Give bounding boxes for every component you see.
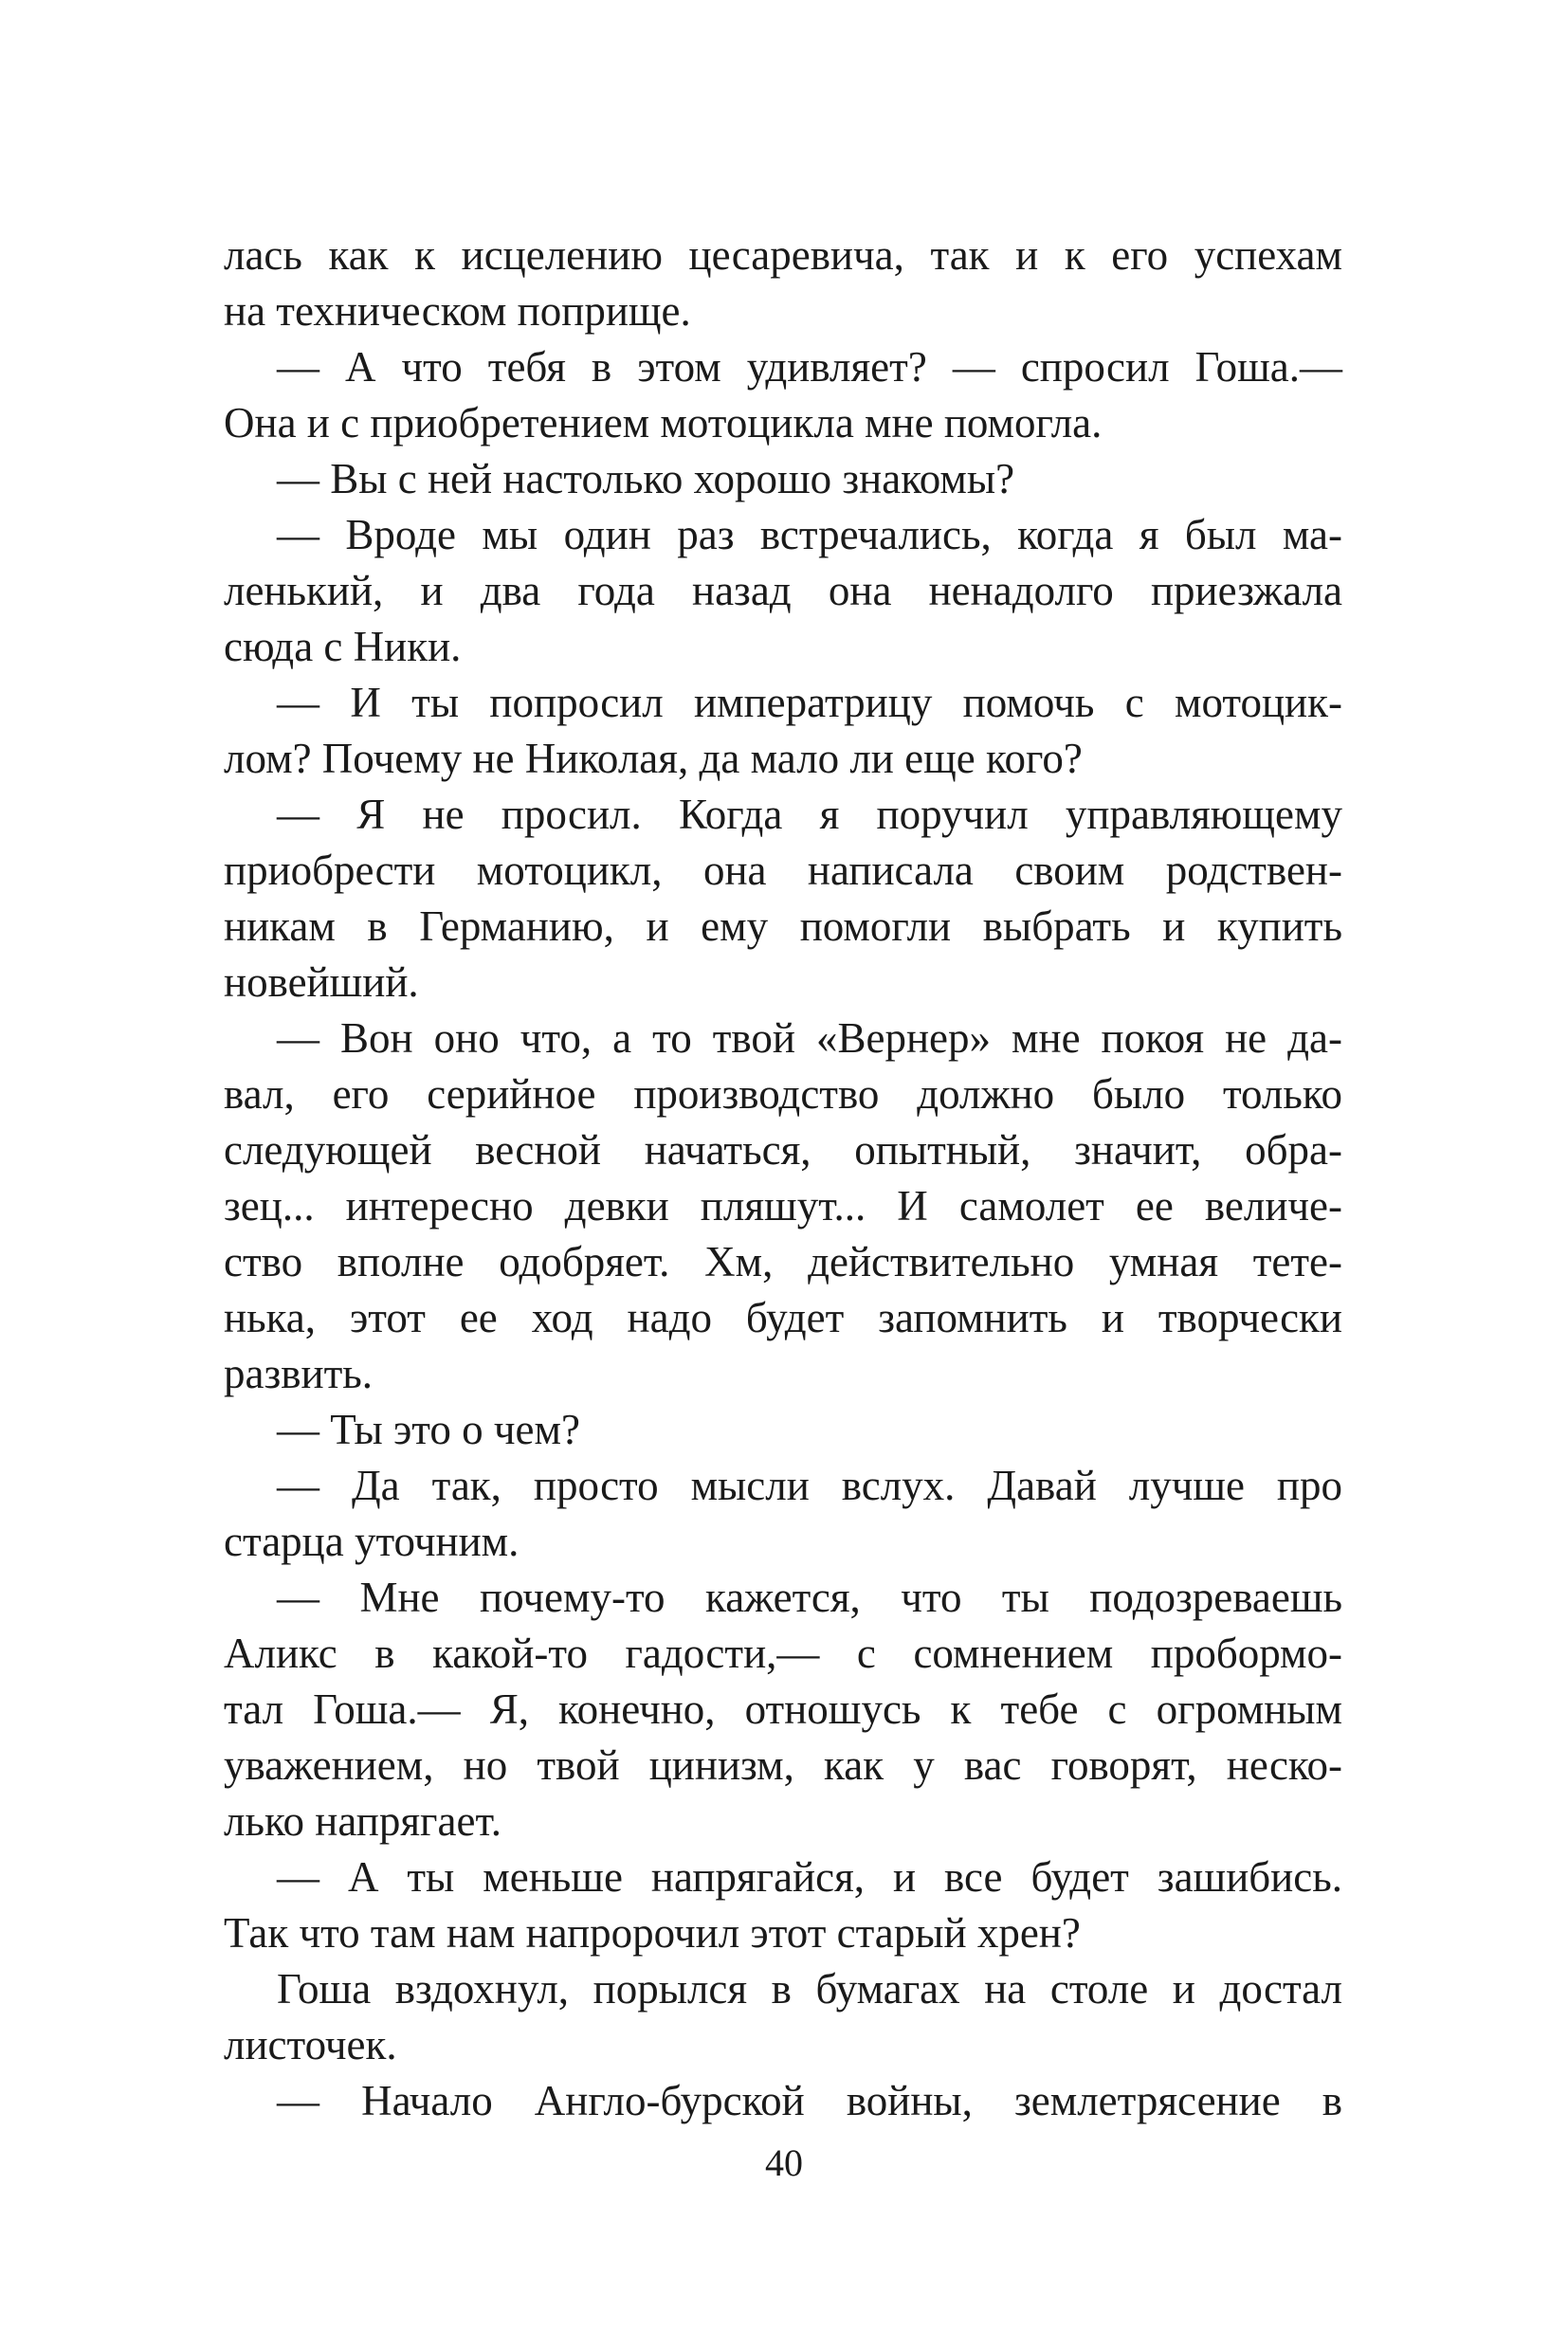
text-line: — Вы с ней настолько хорошо знакомы?: [277, 455, 1015, 502]
text-line: — Начало Англо-бурской войны, землетрясение в: [277, 2077, 1342, 2124]
text-line: — А ты меньше напрягайся, и все будет зашибись.: [277, 1853, 1342, 1901]
text-line: — А что тебя в этом удивляет? — спросил Гоша.—: [277, 343, 1342, 391]
text-line: Она и с приобретением мотоцикла мне помогла.: [224, 399, 1103, 446]
text-line: развить.: [224, 1350, 374, 1397]
text-line: зец... интересно девки пляшут... И самолет ее величе-: [224, 1182, 1342, 1230]
text-line: лько напрягает.: [224, 1797, 501, 1845]
text-line: ство вполне одобряет. Хм, действительно умная тете-: [224, 1238, 1342, 1285]
text-line: — Вроде мы один раз встречались, когда я был ма-: [277, 511, 1342, 558]
text-line: следующей весной начаться, опытный, значит, обра-: [224, 1126, 1342, 1174]
text-line: новейший.: [224, 958, 419, 1006]
text-line: лом? Почему не Николая, да мало ли еще кого?: [224, 735, 1083, 782]
text-line: вал, его серийное производство должно было только: [224, 1070, 1342, 1118]
text-line: приобрести мотоцикл, она написала своим родствен-: [224, 847, 1342, 894]
text-line: тал Гоша.— Я, конечно, отношусь к тебе с огромным: [224, 1685, 1342, 1733]
text-line: — И ты попросил императрицу помочь с мотоцик-: [277, 679, 1342, 726]
text-line: старца уточним.: [224, 1518, 520, 1565]
body-text: [224, 228, 1342, 2129]
text-line: — Вон оно что, а то твой «Вернер» мне покоя не да-: [277, 1014, 1342, 1062]
text-line: сюда с Ники.: [224, 623, 462, 670]
text-line: ленький, и два года назад она ненадолго приезжала: [224, 567, 1342, 614]
text-line: нька, этот ее ход надо будет запомнить и творчески: [224, 1294, 1342, 1341]
text-line: — Ты это о чем?: [277, 1406, 580, 1453]
text-line: Так что там нам напророчил этот старый хрен?: [224, 1909, 1081, 1957]
text-line: Аликс в какой-то гадости,— с сомнением пробормо-: [224, 1630, 1342, 1677]
text-line: на техническом поприще.: [224, 287, 691, 335]
text-line: Гоша вздохнул, порылся в бумагах на столе и достал: [277, 1965, 1342, 2013]
text-line: — Да так, просто мысли вслух. Давай лучше про: [277, 1462, 1342, 1509]
text-line: уважением, но твой цинизм, как у вас говорят, неско-: [224, 1741, 1342, 1789]
text-line: никам в Германию, и ему помогли выбрать и купить: [224, 902, 1342, 950]
text-line: листочек.: [224, 2021, 397, 2068]
text-line: — Мне почему-то кажется, что ты подозреваешь: [277, 1574, 1342, 1621]
text-line: — Я не просил. Когда я поручил управляющему: [277, 791, 1342, 838]
text-line: лась как к исцелению цесаревича, так и к его успехам: [224, 231, 1342, 279]
page-number: 40: [765, 2141, 803, 2184]
